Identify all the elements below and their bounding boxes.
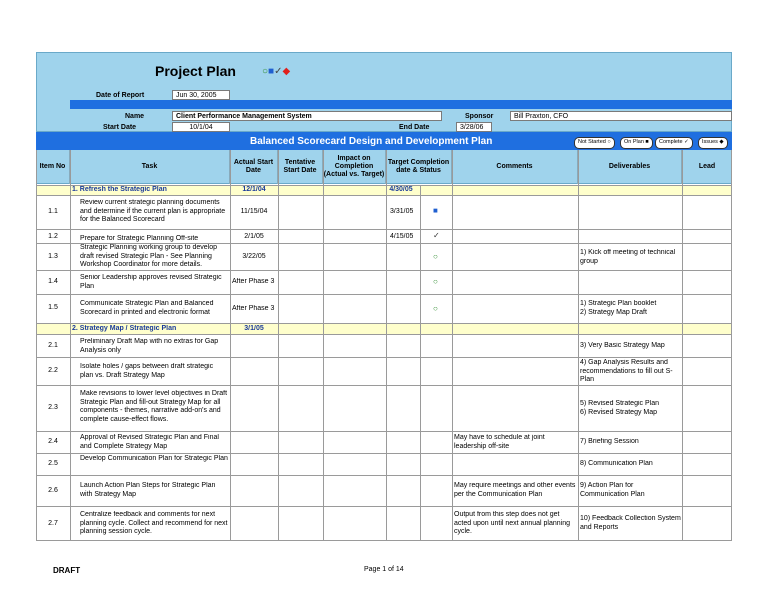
task-text: Senior Leadership approves revised Strategic Plan — [80, 274, 222, 290]
section-start: 3/1/05 — [244, 325, 264, 332]
complete-icon: ✓ — [274, 66, 283, 77]
grid-line — [578, 150, 579, 540]
col-deliverables: Deliverables — [578, 150, 682, 184]
actual-start: 11/15/04 — [240, 208, 268, 215]
start-date-label: Start Date — [103, 124, 137, 131]
not-started-icon: ○ — [433, 277, 438, 286]
actual-start: 3/22/05 — [242, 253, 266, 260]
task-text: Strategic Planning working group to develop draft revised Strategic Plan - See Planning Workshop Coordinator for more details. — [80, 244, 217, 268]
item-number: 2.4 — [48, 438, 58, 445]
section-target: 4/30/05 — [389, 186, 413, 193]
col-lead: Lead — [698, 163, 716, 170]
name-label: Name — [125, 113, 145, 120]
task-text: Develop Communication Plan for Strategic Plan — [80, 455, 228, 462]
deliverable-text: 1) Strategic Plan booklet 2) Strategy Map Draft — [580, 300, 657, 316]
task-text: Prepare for Strategic Planning Off-site — [80, 235, 199, 242]
grid-line — [36, 506, 732, 507]
item-number: 2.7 — [48, 520, 58, 527]
item-number: 1.3 — [48, 253, 58, 260]
task-text: Make revisions to lower level objectives in Draft Strategic Plan and fill-out Strategy Map for all components - themes, narrative add-on's and complete cause-effect flows. — [80, 390, 228, 423]
end-date-label: End Date — [399, 124, 430, 131]
comment-text: May require meetings and other events per the Communication Plan — [454, 482, 576, 498]
header-strip — [70, 100, 732, 109]
section-title: 1. Refresh the Strategic Plan — [72, 186, 167, 193]
grid-line — [36, 185, 732, 186]
legend-issues: Issues ◆ — [698, 137, 728, 149]
legend-complete: Complete ✓ — [655, 137, 693, 149]
grid-line — [36, 334, 732, 335]
not-started-icon: ○ — [433, 252, 438, 261]
sponsor-label: Sponsor — [465, 113, 494, 120]
target-date: 4/15/05 — [390, 233, 414, 240]
col-task: Task — [70, 150, 230, 184]
deliverable-text: 7) Briefing Session — [580, 438, 639, 445]
grid-line — [682, 150, 683, 540]
end-date-field[interactable]: 3/28/06 — [456, 122, 492, 132]
date-of-report-field[interactable]: Jun 30, 2005 — [172, 90, 230, 100]
col-target: Target Completion date & Status — [386, 150, 452, 184]
deliverable-text: 10) Feedback Collection System and Reports — [580, 515, 681, 531]
grid-line — [36, 270, 732, 271]
task-text: Review current strategic planning documents and determine if the current plan is appropriate for the Balanced Scorecard — [80, 199, 226, 223]
not-started-icon: ○ — [433, 304, 438, 313]
task-text: Communicate Strategic Plan and Balanced Scorecard in printed and electronic format — [80, 300, 214, 316]
col-comments: Comments — [452, 150, 578, 184]
on-plan-icon: ■ — [268, 66, 275, 77]
legend-on-plan: On Plan ■ — [620, 137, 653, 149]
deliverable-text: 5) Revised Strategic Plan 6) Revised Strategy Map — [580, 400, 659, 416]
item-number: 1.4 — [48, 278, 58, 285]
task-text: Preliminary Draft Map with no extras for Gap Analysis only — [80, 338, 219, 354]
grid-line — [36, 357, 732, 358]
grid-line — [70, 150, 71, 540]
col-actual-start: Actual Start Date — [230, 150, 278, 184]
grid-line — [731, 150, 732, 540]
actual-start: After Phase 3 — [232, 278, 275, 285]
grid-line — [36, 540, 732, 541]
not-started-icon: ○ — [262, 66, 269, 77]
section-start: 12/1/04 — [242, 186, 266, 193]
grid-line — [36, 323, 732, 324]
page-title: Project Plan — [155, 63, 236, 79]
name-field[interactable]: Client Performance Management System — [172, 111, 442, 121]
section-title: 2. Strategy Map / Strategic Plan — [72, 325, 177, 332]
target-date: 3/31/05 — [390, 208, 414, 215]
col-impact: Impact on Completion (Actual vs. Target) — [323, 150, 386, 184]
item-number: 1.2 — [48, 233, 58, 240]
deliverable-text: 1) Kick off meeting of technical group — [580, 249, 676, 265]
col-tentative-start: Tentative Start Date — [278, 150, 323, 184]
start-date-field[interactable]: 10/1/04 — [172, 122, 230, 132]
status-legend-icons — [262, 66, 290, 77]
grid-line — [36, 385, 732, 386]
complete-icon: ✓ — [433, 231, 440, 240]
actual-start: 2/1/05 — [244, 233, 264, 240]
grid-line — [36, 475, 732, 476]
issues-icon: ◆ — [282, 66, 291, 77]
item-number: 2.2 — [48, 367, 58, 374]
sponsor-field[interactable]: Bill Praxton, CFO — [510, 111, 732, 121]
grid-line — [420, 185, 421, 540]
item-number: 1.1 — [48, 208, 58, 215]
grid-line — [36, 229, 732, 230]
grid-line — [36, 195, 732, 196]
grid-line — [36, 431, 732, 432]
deliverable-text: 8) Communication Plan — [580, 460, 653, 467]
item-number: 1.5 — [48, 304, 58, 311]
task-text: Isolate holes / gaps between draft strategic plan vs. Draft Strategy Map — [80, 363, 214, 379]
task-text: Centralize feedback and comments for next planning cycle. Collect and recommend for next planning session cycle. — [80, 511, 228, 535]
page-number: Page 1 of 14 — [364, 566, 404, 573]
comment-text: Output from this step does not get acted upon until next annual planning cycle. — [454, 511, 570, 535]
grid-line — [36, 294, 732, 295]
deliverable-text: 4) Gap Analysis Results and recommendations to fill out S-Plan — [580, 359, 673, 383]
deliverable-text: 3) Very Basic Strategy Map — [580, 342, 665, 349]
on-plan-icon: ■ — [433, 206, 438, 215]
grid-line — [386, 150, 387, 540]
task-text: Launch Action Plan Steps for Strategic Plan with Strategy Map — [80, 482, 216, 498]
item-number: 2.1 — [48, 342, 58, 349]
task-text: Approval of Revised Strategic Plan and Final and Complete Strategy Map — [80, 434, 219, 450]
date-of-report-label: Date of Report — [96, 92, 145, 99]
grid-line — [278, 150, 279, 540]
plan-title: Balanced Scorecard Design and Development Plan — [250, 136, 493, 147]
actual-start: After Phase 3 — [232, 305, 275, 312]
comment-text: May have to schedule at joint leadership off-site — [454, 434, 545, 450]
item-number: 2.3 — [48, 404, 58, 411]
item-number: 2.6 — [48, 487, 58, 494]
draft-label: DRAFT — [53, 566, 81, 575]
legend-not-started: Not Started ○ — [574, 137, 615, 149]
item-number: 2.5 — [48, 460, 58, 467]
grid-line — [323, 150, 324, 540]
deliverable-text: 9) Action Plan for Communication Plan — [580, 482, 645, 498]
grid-line — [452, 150, 453, 540]
col-item-no: Item No — [36, 150, 70, 184]
grid-line — [36, 453, 732, 454]
